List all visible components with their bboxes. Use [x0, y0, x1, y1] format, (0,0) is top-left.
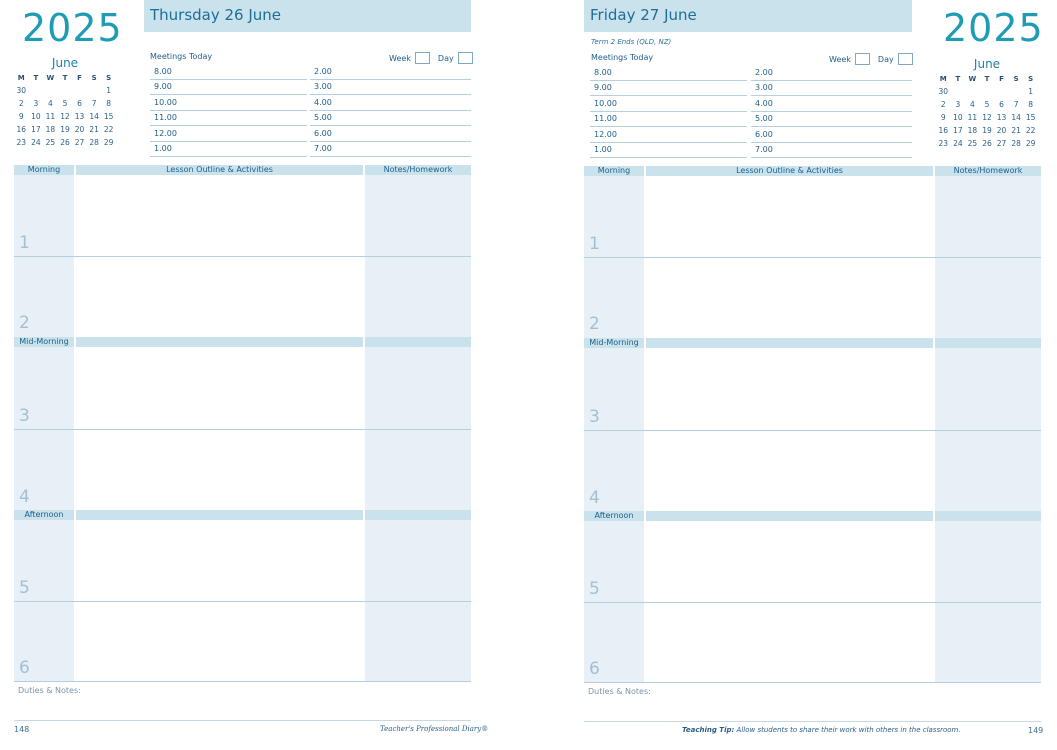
duties-notes-label: Duties & Notes: — [18, 686, 81, 695]
calendar-day: 30 — [16, 86, 27, 95]
calendar-day: 21 — [1011, 126, 1021, 135]
mini-calendar-month: June — [51, 56, 79, 70]
period-number: 1 — [19, 233, 30, 253]
meeting-time-slot[interactable]: 12.00 — [590, 128, 747, 143]
calendar-day: 14 — [89, 112, 99, 121]
calendar-week-row — [936, 111, 1038, 124]
week-checkbox[interactable] — [415, 52, 430, 64]
footer-title: Teacher's Professional Diary® — [380, 725, 489, 733]
afternoon-label: Afternoon — [24, 510, 64, 519]
page-number: 149 — [1028, 726, 1044, 735]
meeting-time-slot[interactable]: 6.00 — [310, 127, 471, 142]
calendar-day: 21 — [89, 125, 99, 134]
calendar-day: 6 — [77, 99, 82, 108]
row-divider — [14, 601, 471, 602]
calendar-day — [994, 85, 1009, 98]
calendar-day: 25 — [45, 138, 56, 147]
calendar-day: 18 — [45, 125, 56, 134]
calendar-day: 9 — [18, 112, 24, 121]
weekday-label: M — [939, 75, 947, 83]
weekday-label: T — [33, 74, 39, 82]
calendar-day: 19 — [60, 125, 70, 134]
calendar-day: 23 — [938, 139, 949, 148]
meeting-time-slot[interactable]: 11.00 — [150, 111, 307, 126]
calendar-day: 5 — [62, 99, 68, 108]
right-page — [528, 0, 1057, 750]
calendar-week-row — [936, 98, 1038, 111]
calendar-day: 7 — [91, 99, 97, 108]
meeting-time-slot[interactable]: 9.00 — [590, 81, 747, 96]
mid-morning-label: Mid-Morning — [19, 337, 69, 346]
session-band — [935, 511, 1041, 521]
calendar-day — [43, 84, 58, 97]
weekday-label: F — [77, 74, 82, 82]
period-number: 3 — [589, 407, 600, 427]
calendar-week-row — [936, 85, 1038, 98]
calendar-day — [72, 84, 87, 97]
period-number: 3 — [19, 406, 30, 426]
calendar-day: 16 — [16, 125, 27, 134]
calendar-day: 6 — [999, 100, 1004, 109]
weekday-label: S — [1028, 75, 1034, 83]
meeting-time-slot[interactable]: 3.00 — [751, 81, 912, 96]
period-number: 6 — [19, 658, 30, 678]
calendar-week-row — [14, 136, 116, 149]
period-number: 5 — [589, 579, 600, 599]
calendar-day: 12 — [60, 112, 70, 121]
calendar-day: 4 — [48, 99, 53, 108]
mini-calendar-grid — [14, 72, 116, 149]
row-divider — [584, 257, 1041, 258]
calendar-day: 1 — [106, 86, 112, 95]
calendar-day: 19 — [982, 126, 992, 135]
weekday-label: W — [46, 74, 55, 82]
calendar-day: 17 — [31, 125, 41, 134]
weekday-header-row — [14, 72, 116, 84]
calendar-day: 13 — [996, 113, 1007, 122]
meeting-time-slot[interactable]: 1.00 — [590, 143, 747, 158]
week-label: Week — [829, 54, 851, 64]
period-number: 4 — [589, 488, 600, 508]
calendar-day — [87, 84, 102, 97]
meeting-time-slot[interactable]: 10.00 — [590, 97, 747, 112]
calendar-day: 12 — [982, 113, 992, 122]
mini-calendar-month: June — [973, 57, 1001, 71]
day-label: Day — [437, 53, 454, 63]
meeting-time-slot[interactable]: 5.00 — [751, 112, 912, 127]
weekday-label: M — [17, 74, 25, 82]
calendar-day: 1 — [1028, 87, 1034, 96]
day-checkbox[interactable] — [898, 53, 913, 65]
calendar-day: 27 — [74, 138, 85, 147]
period-number: 5 — [19, 578, 30, 598]
calendar-day: 2 — [18, 99, 24, 108]
calendar-day: 18 — [967, 126, 978, 135]
meeting-time-slot[interactable]: 6.00 — [751, 128, 912, 143]
calendar-day: 23 — [16, 138, 27, 147]
meeting-time-slot[interactable]: 2.00 — [751, 66, 912, 81]
period-number: 2 — [19, 313, 30, 333]
calendar-day: 5 — [984, 100, 990, 109]
footer-divider — [584, 721, 1041, 722]
calendar-week-row — [936, 137, 1038, 150]
meeting-time-slot[interactable]: 8.00 — [150, 65, 307, 80]
notes-homework-header: Notes/Homework — [953, 166, 1023, 175]
calendar-day: 28 — [1011, 139, 1021, 148]
weekday-label: F — [999, 75, 1004, 83]
calendar-day: 13 — [74, 112, 85, 121]
calendar-day: 2 — [940, 100, 946, 109]
meetings-label: Meetings Today — [591, 53, 654, 62]
calendar-day: 11 — [45, 112, 56, 121]
row-divider — [14, 256, 471, 257]
meeting-time-slot[interactable]: 5.00 — [310, 111, 471, 126]
year-heading: 2025 — [943, 6, 1044, 50]
notes-homework-header: Notes/Homework — [383, 165, 453, 174]
left-page — [0, 0, 520, 750]
week-day-checkboxes — [829, 53, 921, 65]
meeting-time-slot[interactable]: 4.00 — [310, 96, 471, 111]
notes-column[interactable] — [935, 176, 1041, 682]
calendar-day: 22 — [1025, 126, 1036, 135]
calendar-day: 4 — [970, 100, 975, 109]
calendar-week-row — [14, 110, 116, 123]
meetings-label: Meetings Today — [150, 52, 213, 61]
session-band — [365, 510, 471, 520]
row-divider — [14, 681, 471, 682]
day-checkbox[interactable] — [458, 52, 473, 64]
weekday-label: T — [62, 74, 68, 82]
footer-divider — [14, 720, 471, 721]
calendar-day — [965, 85, 980, 98]
calendar-day: 7 — [1013, 100, 1019, 109]
calendar-day: 22 — [103, 125, 114, 134]
session-band — [365, 337, 471, 347]
session-band — [646, 511, 933, 521]
page-number: 148 — [14, 725, 30, 734]
calendar-week-row — [14, 97, 116, 110]
calendar-day — [980, 85, 995, 98]
period-number: 2 — [589, 314, 600, 334]
calendar-day: 24 — [31, 138, 41, 147]
meeting-time-slot[interactable]: 3.00 — [310, 80, 471, 95]
calendar-week-row — [14, 123, 116, 136]
calendar-day: 27 — [996, 139, 1007, 148]
calendar-day: 20 — [996, 126, 1007, 135]
calendar-day: 10 — [31, 112, 41, 121]
calendar-day: 10 — [953, 113, 963, 122]
meeting-time-slot[interactable]: 8.00 — [590, 66, 747, 81]
calendar-day: 29 — [1025, 139, 1036, 148]
calendar-day: 3 — [33, 99, 39, 108]
meeting-time-slot[interactable]: 2.00 — [310, 65, 471, 80]
day-label: Day — [877, 54, 894, 64]
calendar-day: 26 — [60, 138, 70, 147]
meeting-time-slot[interactable]: 9.00 — [150, 80, 307, 95]
teaching-tip-label: Teaching Tip: — [682, 726, 735, 734]
morning-label: Morning — [597, 166, 631, 175]
meeting-time-slot[interactable]: 7.00 — [310, 142, 471, 157]
calendar-day: 24 — [953, 139, 963, 148]
week-day-checkboxes — [389, 52, 481, 64]
lesson-outline-header: Lesson Outline & Activities — [736, 166, 843, 175]
row-divider — [584, 430, 1041, 431]
calendar-week-row — [936, 124, 1038, 137]
mini-calendar — [936, 57, 1038, 150]
date-title: Friday 27 June — [584, 0, 912, 32]
calendar-day: 17 — [953, 126, 963, 135]
calendar-day — [29, 84, 44, 97]
session-band — [76, 337, 363, 347]
week-label: Week — [389, 53, 411, 63]
notes-column[interactable] — [365, 175, 471, 681]
meeting-time-slot[interactable]: 10.00 — [150, 96, 307, 111]
mid-morning-label: Mid-Morning — [589, 338, 639, 347]
calendar-day — [1009, 85, 1024, 98]
calendar-day: 9 — [940, 113, 946, 122]
teaching-tip — [682, 726, 961, 734]
afternoon-label: Afternoon — [594, 511, 634, 520]
meeting-time-slot[interactable]: 12.00 — [150, 127, 307, 142]
calendar-day: 16 — [938, 126, 949, 135]
week-checkbox[interactable] — [855, 53, 870, 65]
calendar-day: 15 — [1025, 113, 1036, 122]
weekday-label: S — [106, 74, 112, 82]
teaching-tip-text: Allow students to share their work with others in the classroom. — [736, 726, 961, 734]
calendar-day: 11 — [967, 113, 978, 122]
calendar-day: 3 — [955, 100, 961, 109]
calendar-day: 30 — [938, 87, 949, 96]
period-number: 1 — [589, 234, 600, 254]
calendar-day — [58, 84, 73, 97]
mini-calendar-grid — [936, 73, 1038, 150]
mini-calendar — [14, 56, 116, 149]
calendar-day: 15 — [103, 112, 114, 121]
term-note: Term 2 Ends (QLD, NZ) — [591, 38, 672, 46]
session-band — [935, 338, 1041, 348]
meeting-time-slot[interactable]: 1.00 — [150, 142, 307, 157]
calendar-day: 29 — [103, 138, 114, 147]
meeting-time-slot[interactable]: 11.00 — [590, 112, 747, 127]
weekday-label: S — [1013, 75, 1019, 83]
year-heading: 2025 — [22, 6, 123, 50]
calendar-day: 28 — [89, 138, 99, 147]
weekday-label: S — [91, 74, 97, 82]
calendar-day: 14 — [1011, 113, 1021, 122]
lesson-outline-header: Lesson Outline & Activities — [166, 165, 273, 174]
duties-notes-label: Duties & Notes: — [588, 687, 651, 696]
period-number: 4 — [19, 487, 30, 507]
period-number: 6 — [589, 659, 600, 679]
morning-label: Morning — [27, 165, 61, 174]
calendar-day: 25 — [967, 139, 978, 148]
row-divider — [14, 429, 471, 430]
row-divider — [584, 682, 1041, 683]
weekday-label: T — [984, 75, 990, 83]
calendar-day: 20 — [74, 125, 85, 134]
session-band — [646, 338, 933, 348]
date-title: Thursday 26 June — [144, 0, 471, 32]
weekday-label: W — [968, 75, 977, 83]
meeting-time-slot[interactable]: 4.00 — [751, 97, 912, 112]
meeting-time-slot[interactable]: 7.00 — [751, 143, 912, 158]
weekday-label: T — [955, 75, 961, 83]
weekday-header-row — [936, 73, 1038, 85]
calendar-week-row — [14, 84, 116, 97]
calendar-day: 8 — [106, 99, 112, 108]
calendar-day: 8 — [1028, 100, 1034, 109]
calendar-day — [951, 85, 966, 98]
calendar-day: 26 — [982, 139, 992, 148]
row-divider — [584, 602, 1041, 603]
session-band — [76, 510, 363, 520]
